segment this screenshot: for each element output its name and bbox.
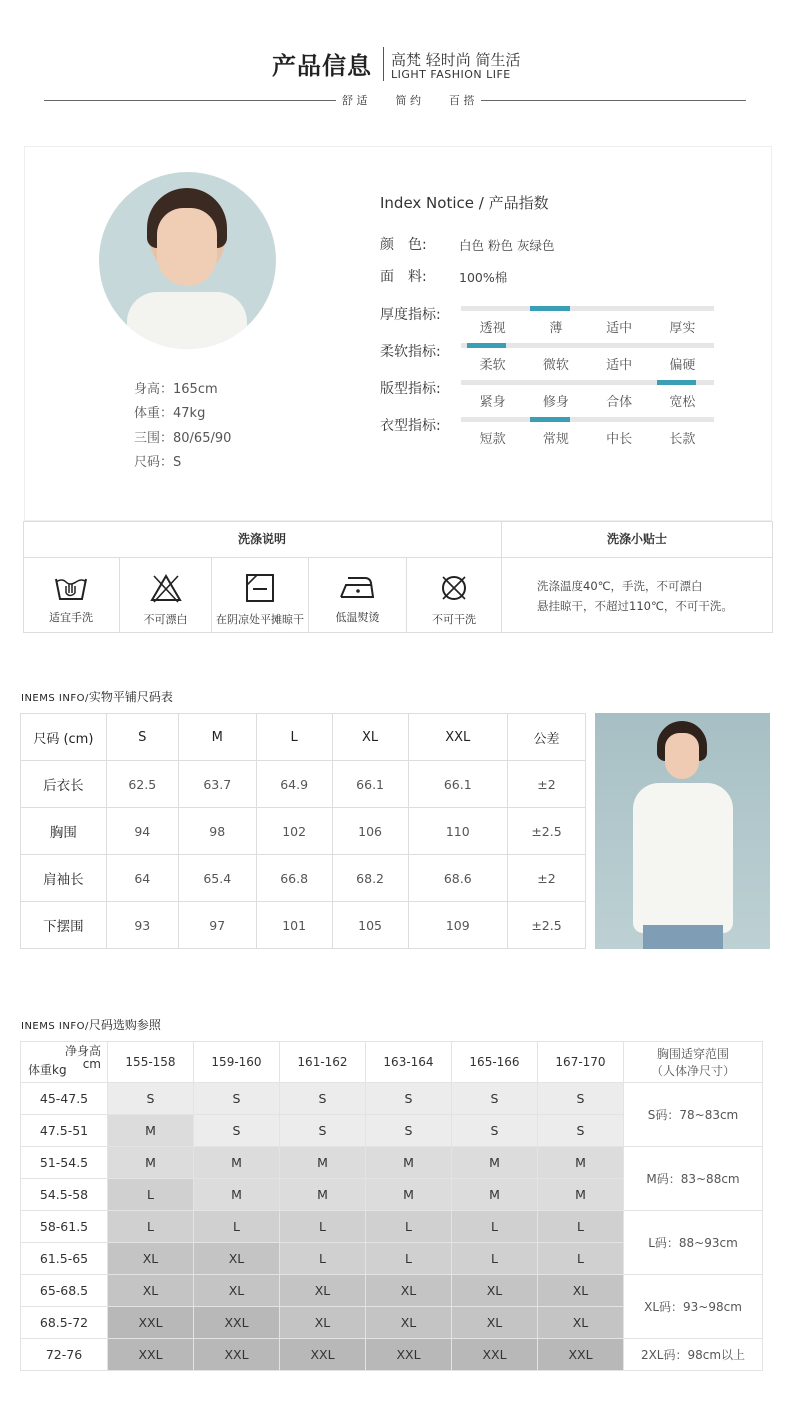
size-cell: 胸围 (21, 808, 107, 855)
table-row (21, 761, 586, 808)
size-header-cell: 尺码 (cm) (21, 714, 107, 761)
color-value: 白色 粉色 灰绿色 (459, 238, 555, 253)
wash-tip-line1: 洗涤温度40℃，手洗，不可漂白 (537, 579, 703, 593)
title-divider (383, 47, 384, 81)
size-recommendation-cell: XL (452, 1275, 538, 1307)
weight-cell: 54.5-58 (21, 1179, 108, 1211)
table-row (21, 1211, 763, 1243)
indicator-tick: 柔软 (479, 358, 506, 373)
header-tags (336, 92, 481, 108)
table-row (21, 808, 586, 855)
size-recommendation-cell: S (366, 1083, 452, 1115)
size-cell: 101 (256, 902, 332, 949)
page-title: 产品信息 (272, 52, 372, 80)
size-recommendation-cell: XXL (108, 1339, 194, 1371)
size-recommendation-cell: XL (280, 1307, 366, 1339)
no-dry-clean-icon (439, 573, 469, 603)
index-title: Index Notice / 产品指数 (380, 194, 549, 212)
indicator-tick: 短款 (479, 432, 506, 447)
size-cell: 64.9 (256, 761, 332, 808)
size-recommendation-cell: XXL (366, 1339, 452, 1371)
size-recommendation-cell: XL (194, 1275, 280, 1307)
size-cell: 后衣长 (21, 761, 107, 808)
size-recommendation-cell: XXL (452, 1339, 538, 1371)
indicator-marker (530, 417, 569, 422)
size-cell: 64 (106, 855, 178, 902)
no-bleach-icon (150, 573, 182, 603)
product-photo (595, 713, 770, 949)
wash-cell-dryclean (407, 557, 501, 633)
wash-cell-bleach (120, 557, 212, 633)
corner-weight-label: 体重kg (28, 1063, 67, 1077)
size-recommendation-cell: L (538, 1211, 624, 1243)
indicator-tick: 中长 (606, 432, 633, 447)
indicator-marker (467, 343, 506, 348)
corner-cell (21, 1042, 108, 1083)
indicator-label: 版型指标: (380, 381, 441, 397)
dry-flat-shade-icon (245, 573, 275, 603)
size-recommendation-cell: M (194, 1147, 280, 1179)
size-header-cell: M (178, 714, 256, 761)
size-recommendation-cell: S (366, 1115, 452, 1147)
size-cell: 97 (178, 902, 256, 949)
size-recommendation-cell: S (280, 1115, 366, 1147)
indicator-track (461, 417, 714, 422)
indicator-tick: 适中 (606, 321, 633, 336)
fabric-value: 100%棉 (459, 270, 508, 285)
size-cell: ±2 (507, 855, 585, 902)
wash-tip-line2: 悬挂晾干，不超过110℃，不可干洗。 (537, 599, 733, 613)
bust-range-cell: 2XL码：98cm以上 (624, 1339, 763, 1371)
wash-caption-hand: 适宜手洗 (49, 611, 93, 624)
size-header-cell: XL (332, 714, 408, 761)
indicator-tick: 常规 (542, 432, 569, 447)
tag-simple: 简 约 (395, 94, 421, 107)
size-recommendation-cell: XL (108, 1275, 194, 1307)
slogan-cn: 高梵 轻时尚 简生活 (391, 51, 521, 69)
size-recommendation-cell: M (108, 1115, 194, 1147)
size-cell: 66.1 (408, 761, 507, 808)
size-recommendation-cell: S (538, 1115, 624, 1147)
indicator-tick: 厚实 (669, 321, 696, 336)
size-recommendation-cell: XXL (194, 1307, 280, 1339)
height-header: 167-170 (538, 1042, 624, 1083)
weight-cell: 58-61.5 (21, 1211, 108, 1243)
size-cell: 109 (408, 902, 507, 949)
size-header-cell: S (106, 714, 178, 761)
size-header-cell: L (256, 714, 332, 761)
size-recommendation-cell: M (366, 1179, 452, 1211)
size-cell: 102 (256, 808, 332, 855)
indicator-tick: 合体 (606, 395, 633, 410)
wash-caption-dry: 在阴凉处平摊晾干 (216, 613, 304, 626)
size-cell: ±2.5 (507, 808, 585, 855)
size-cell: 肩袖长 (21, 855, 107, 902)
bust-range-cell: S码：78~83cm (624, 1083, 763, 1147)
size-cell: 106 (332, 808, 408, 855)
indicator-tick: 长款 (669, 432, 696, 447)
size-cell: ±2 (507, 761, 585, 808)
height-header: 155-158 (108, 1042, 194, 1083)
size-cell: 98 (178, 808, 256, 855)
size-cell: 105 (332, 902, 408, 949)
size-recommendation-cell: L (280, 1243, 366, 1275)
size-table (20, 713, 586, 949)
size-cell: 68.2 (332, 855, 408, 902)
fabric-label: 面 料: (380, 269, 427, 285)
size-cell: 63.7 (178, 761, 256, 808)
indicator-ticks (461, 317, 714, 336)
bust-range-cell: L码：88~93cm (624, 1211, 763, 1275)
size-recommendation-cell: L (194, 1211, 280, 1243)
wash-cell-hand (23, 557, 120, 633)
size-cell: 93 (106, 902, 178, 949)
size-recommendation-cell: XL (280, 1275, 366, 1307)
indicator-ticks (461, 428, 714, 447)
iron-low-icon (339, 573, 377, 601)
weight-cell: 51-54.5 (21, 1147, 108, 1179)
size-cell: 62.5 (106, 761, 178, 808)
indicator-tick: 薄 (549, 321, 563, 336)
indicator-label: 衣型指标: (380, 418, 441, 434)
height-header: 163-164 (366, 1042, 452, 1083)
size-recommendation-cell: XXL (280, 1339, 366, 1371)
size-recommendation-cell: S (452, 1083, 538, 1115)
model-size: 尺码：S (134, 455, 182, 470)
model-height: 身高：165cm (134, 382, 218, 397)
indicator-label: 柔软指标: (380, 344, 441, 360)
size-recommendation-cell: XL (538, 1307, 624, 1339)
model-weight: 体重：47kg (134, 406, 206, 421)
size-cell: ±2.5 (507, 902, 585, 949)
size-recommendation-cell: L (538, 1243, 624, 1275)
wash-header-left: 洗涤说明 (237, 532, 286, 546)
tag-comfort: 舒 适 (342, 94, 368, 107)
weight-cell: 65-68.5 (21, 1275, 108, 1307)
indicator-tick: 偏硬 (669, 358, 696, 373)
indicator-tick: 紧身 (479, 395, 506, 410)
indicator-tick: 微软 (542, 358, 569, 373)
wash-caption-iron: 低温熨烫 (335, 611, 380, 624)
size-recommendation-cell: L (108, 1179, 194, 1211)
size-recommendation-cell: S (194, 1083, 280, 1115)
size-recommendation-cell: XXL (538, 1339, 624, 1371)
size-recommendation-cell: S (452, 1115, 538, 1147)
range-header: 胸围适穿范围 （人体净尺寸） (624, 1042, 763, 1083)
wash-cell-iron (309, 557, 407, 633)
size-recommendation-cell: S (194, 1115, 280, 1147)
table-row (21, 1339, 763, 1371)
size-cell: 66.8 (256, 855, 332, 902)
size-recommendation-cell: M (280, 1179, 366, 1211)
size-cell: 65.4 (178, 855, 256, 902)
hand-wash-icon (54, 573, 88, 601)
size-recommendation-cell: M (194, 1179, 280, 1211)
indicator-track (461, 380, 714, 385)
size-recommendation-cell: XL (538, 1275, 624, 1307)
size-recommendation-cell: XXL (194, 1339, 280, 1371)
weight-cell: 68.5-72 (21, 1307, 108, 1339)
indicator-marker (530, 306, 569, 311)
table-row (21, 1275, 763, 1307)
size-recommendation-cell: M (452, 1179, 538, 1211)
table-row (21, 855, 586, 902)
size-recommendation-cell: L (280, 1211, 366, 1243)
weight-cell: 72-76 (21, 1339, 108, 1371)
indicator-track (461, 343, 714, 348)
indicator-ticks (461, 354, 714, 373)
indicator-tick: 透视 (479, 321, 506, 336)
size-recommendation-cell: L (366, 1243, 452, 1275)
size-recommendation-cell: M (280, 1147, 366, 1179)
bust-range-cell: XL码：93~98cm (624, 1275, 763, 1339)
indicator-track (461, 306, 714, 311)
size-recommendation-cell: S (280, 1083, 366, 1115)
wash-cell-dry (212, 557, 309, 633)
weight-cell: 45-47.5 (21, 1083, 108, 1115)
size-recommendation-cell: M (108, 1147, 194, 1179)
height-header: 165-166 (452, 1042, 538, 1083)
size-cell: 下摆围 (21, 902, 107, 949)
table-row (21, 1147, 763, 1179)
selection-title: INEMS INFO/尺码选购参照 (21, 1018, 161, 1032)
size-header-cell: 公差 (507, 714, 585, 761)
size-recommendation-cell: XL (452, 1307, 538, 1339)
size-recommendation-cell: S (108, 1083, 194, 1115)
size-recommendation-cell: M (452, 1147, 538, 1179)
indicator-marker (657, 380, 696, 385)
size-recommendation-cell: M (538, 1179, 624, 1211)
size-recommendation-cell: S (538, 1083, 624, 1115)
size-recommendation-cell: XL (366, 1307, 452, 1339)
slogan-en: LIGHT FASHION LIFE (391, 68, 511, 81)
model-avatar (99, 172, 276, 349)
color-label: 颜 色: (380, 237, 427, 253)
tag-versatile: 百 搭 (449, 94, 475, 107)
size-recommendation-cell: M (538, 1147, 624, 1179)
indicator-ticks (461, 391, 714, 410)
size-header-cell: XXL (408, 714, 507, 761)
size-recommendation-cell: XL (108, 1243, 194, 1275)
indicator-tick: 适中 (606, 358, 633, 373)
size-table-title: INEMS INFO/实物平铺尺码表 (21, 690, 173, 704)
size-recommendation-cell: XL (194, 1243, 280, 1275)
table-row (21, 1083, 763, 1115)
indicator-tick: 修身 (542, 395, 569, 410)
size-cell: 94 (106, 808, 178, 855)
size-cell: 68.6 (408, 855, 507, 902)
size-cell: 66.1 (332, 761, 408, 808)
indicator-tick: 宽松 (669, 395, 696, 410)
table-row (21, 902, 586, 949)
size-recommendation-cell: XXL (108, 1307, 194, 1339)
size-recommendation-cell: M (366, 1147, 452, 1179)
indicator-label: 厚度指标: (380, 307, 441, 323)
size-selection-table (20, 1041, 763, 1371)
size-recommendation-cell: L (366, 1211, 452, 1243)
weight-cell: 47.5-51 (21, 1115, 108, 1147)
wash-caption-bleach: 不可漂白 (143, 613, 188, 626)
height-header: 161-162 (280, 1042, 366, 1083)
size-recommendation-cell: L (452, 1211, 538, 1243)
model-measurements: 三围：80/65/90 (134, 431, 232, 446)
weight-cell: 61.5-65 (21, 1243, 108, 1275)
wash-caption-dryclean: 不可干洗 (432, 613, 476, 626)
size-recommendation-cell: L (452, 1243, 538, 1275)
height-header: 159-160 (194, 1042, 280, 1083)
wash-header-right: 洗涤小贴士 (606, 532, 667, 546)
corner-height-label: 净身高 cm (64, 1044, 101, 1071)
bust-range-cell: M码：83~88cm (624, 1147, 763, 1211)
size-recommendation-cell: XL (366, 1275, 452, 1307)
size-cell: 110 (408, 808, 507, 855)
size-recommendation-cell: L (108, 1211, 194, 1243)
